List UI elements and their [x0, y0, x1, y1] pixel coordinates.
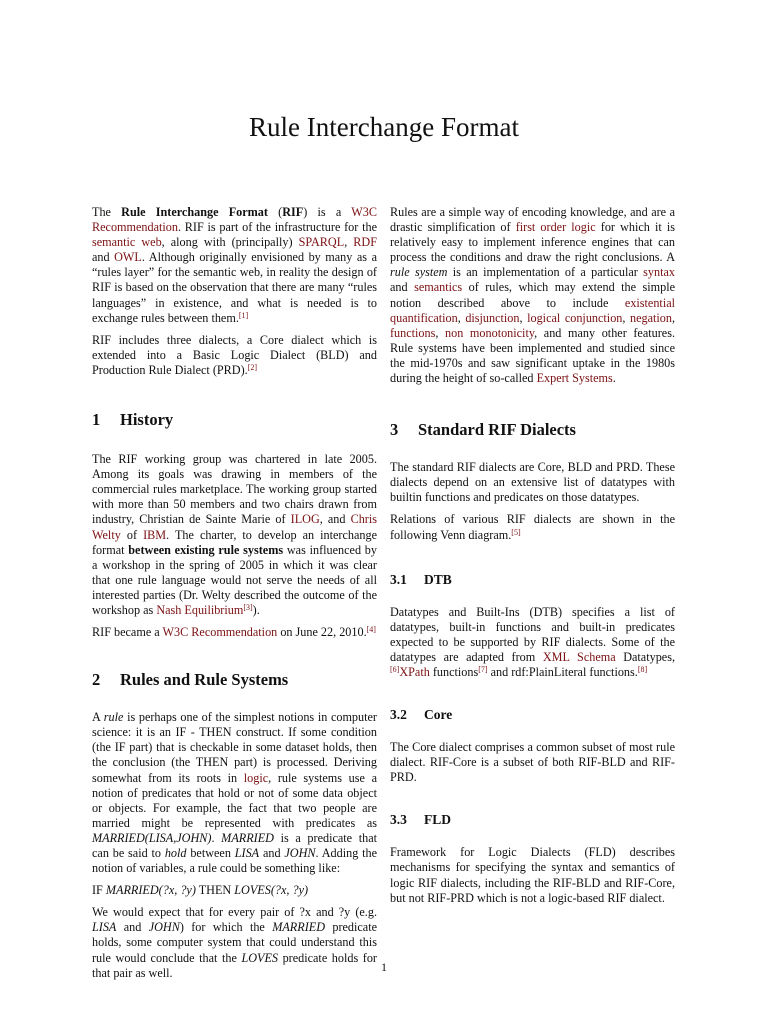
- link-disjunction[interactable]: disjunction: [465, 310, 520, 325]
- page-number: 1: [381, 960, 387, 974]
- rules-paragraph-4: Rules are a simple way of encoding knowledge, and are a drastic simplification of first order logic for which it is relatively easy to implement inference engines that can process the conditions and draw the right conclusions. A rule system is an implementation of a particular syntax and semantics of rules, which may extend the simple notion described above to include existential quantification, disjunction, logical conjunction, negation, functions, non monotonicity, and many other features. Rule systems have been implemented and studied since the mid-1970s and saw significant uptake in the 1980s during the height of so-called Expert Systems.: [390, 205, 676, 386]
- subsection-fld-heading: 3.3 FLD: [390, 812, 451, 828]
- link-logic[interactable]: logic: [243, 770, 269, 785]
- rules-paragraph-3: We would expect that for every pair of ?x and ?y (e.g. LISA and JOHN) for which the MARRIED predicate holds, some computer system that could understand this rule would conclude that the LOVES predicate holds for that pair as well.: [92, 905, 378, 980]
- rule-example: IF MARRIED(?x, ?y) THEN LOVES(?x, ?y): [92, 883, 309, 898]
- link-w3c-recommendation[interactable]: W3C Recommendation: [92, 205, 377, 235]
- link-semantics[interactable]: semantics: [414, 280, 463, 295]
- fld-paragraph: Framework for Logic Dialects (FLD) describes mechanisms for specifying the syntax and semantics of logic RIF dialects, including the RIF-BLD and RIF-Core, but not RIF-PRD which is not a logic-based RIF dialect.: [390, 845, 675, 905]
- link-ibm[interactable]: IBM: [143, 527, 167, 542]
- link-expert-systems[interactable]: Expert Systems: [536, 371, 613, 386]
- reference-8[interactable]: [8]: [637, 664, 648, 674]
- link-nash-equilibrium[interactable]: Nash Equilibrium: [156, 602, 244, 617]
- reference-7[interactable]: [7]: [478, 664, 488, 674]
- section-history-heading: 1 History: [92, 410, 174, 430]
- link-sparql[interactable]: SPARQL: [298, 235, 345, 250]
- section-rules-heading: 2 Rules and Rule Systems: [92, 670, 289, 690]
- link-existential-quantification[interactable]: existential quantification: [390, 295, 675, 325]
- dtb-paragraph: Datatypes and Built-Ins (DTB) specifies a list of datatypes, built-in functions and built-in predicates expected to be supported by RIF dialects. Some of the datatypes are adapted from XML Schema Datatypes,[6]XPath functions[7] and rdf:PlainLiteral functions.[8]: [390, 604, 675, 679]
- intro-paragraph-2: RIF includes three dialects, a Core dialect which is extended into a Basic Logic Dialect (BLD) and Production Rule Dialect (PRD).[2]: [92, 332, 377, 377]
- intro-paragraph-1: The Rule Interchange Format (RIF) is a W3C Recommendation. RIF is part of the infrastructure for the semantic web, along with (principally) SPARQL, RDF and OWL. Although originally envisioned by many as a “rules layer” for the semantic web, in reality the design of RIF is based on the observation that there are many “rules languages” in existence, and what is needed is to exchange rules between them.[1]: [92, 205, 377, 325]
- subsection-core-heading: 3.2 Core: [390, 707, 453, 723]
- core-paragraph: The Core dialect comprises a common subset of most rule dialect. RIF-Core is a subset of both RIF-BLD and RIF-PRD.: [390, 740, 675, 785]
- link-syntax[interactable]: syntax: [643, 265, 675, 280]
- link-logical-conjunction[interactable]: logical conjunction: [527, 310, 623, 325]
- link-functions[interactable]: functions: [390, 325, 436, 340]
- reference-5[interactable]: [5]: [511, 527, 521, 537]
- link-first-order-logic[interactable]: first order logic: [515, 220, 596, 235]
- link-negation[interactable]: negation: [630, 310, 672, 325]
- reference-4[interactable]: [4]: [366, 625, 376, 635]
- reference-2[interactable]: [2]: [247, 362, 258, 372]
- section-standard-heading: 3 Standard RIF Dialects: [390, 420, 576, 440]
- reference-3[interactable]: [3]: [243, 602, 253, 612]
- history-paragraph-1: The RIF working group was chartered in late 2005. Among its goals was drawing in members of the commercial rules marketplace. The working group started with more than 50 members and two chairs drawn from industry, Christian de Sainte Marie of ILOG, and Chris Welty of IBM. The charter, to develop an interchange format between existing rule systems was influenced by a workshop in the spring of 2005 in which it was clear that one rule language would not serve the needs of all interested parties (Dr. Welty described the outcome of the workshop as Nash Equilibrium[3]).: [92, 452, 377, 617]
- subsection-dtb-heading: 3.1 DTB: [390, 571, 452, 587]
- standard-paragraph-1: The standard RIF dialects are Core, BLD and PRD. These dialects depend on an extensive list of datatypes with builtin functions and predicates on those datatypes.: [390, 460, 675, 505]
- link-chris-welty[interactable]: Chris Welty: [92, 512, 377, 542]
- link-xml-schema[interactable]: XML Schema: [542, 649, 616, 664]
- link-non-monotonicity[interactable]: non monotonicity: [445, 325, 535, 340]
- reference-1[interactable]: [1]: [238, 310, 249, 320]
- link-ilog[interactable]: ILOG: [290, 512, 320, 527]
- rules-paragraph-1: A rule is perhaps one of the simplest notions in computer science: it is an IF - THEN construct. If some condition (the IF part) that is checkable in some dataset holds, then the conclusion (the THEN part) is processed. Deriving somewhat from its roots in logic, rule systems use a notion of predicates that hold or not of some data object or objects. For example, the fact that two people are married might be represented with predicates as MARRIED(LISA,JOHN). MARRIED is a predicate that can be said to hold between LISA and JOHN. Adding the notion of variables, a rule could be something like:: [92, 710, 378, 876]
- link-rdf[interactable]: RDF: [353, 235, 377, 250]
- link-semantic-web[interactable]: semantic web: [92, 235, 162, 250]
- page-title: Rule Interchange Format: [249, 112, 519, 142]
- left-column: [92, 205, 377, 988]
- link-owl[interactable]: OWL: [114, 250, 142, 265]
- reference-6[interactable]: [6]: [390, 664, 400, 674]
- history-paragraph-2: RIF became a W3C Recommendation on June 22, 2010.[4]: [92, 625, 376, 640]
- standard-paragraph-2: Relations of various RIF dialects are shown in the following Venn diagram.[5]: [390, 512, 675, 542]
- link-w3c-recommendation-2[interactable]: W3C Recommendation: [162, 625, 278, 640]
- link-xpath[interactable]: XPath: [399, 664, 430, 679]
- right-column: [390, 205, 675, 913]
